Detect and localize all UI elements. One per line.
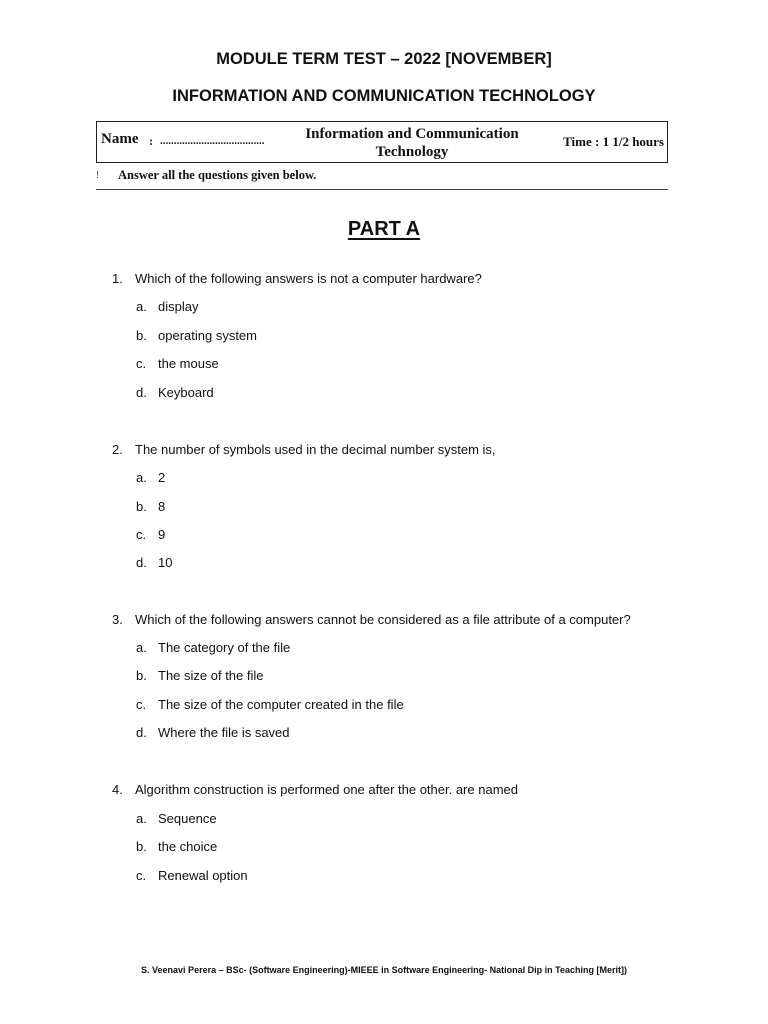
option-letter: c. [136, 356, 147, 371]
option-letter: c. [136, 697, 147, 712]
option-letter: a. [136, 811, 147, 826]
name-blank-field: ...................................... [160, 135, 265, 147]
option-text: Keyboard [158, 385, 214, 400]
part-heading [0, 218, 768, 241]
time-label: Time : 1 1/2 hours [563, 134, 664, 149]
option-text: Renewal option [158, 868, 248, 883]
option-text: The size of the file [158, 668, 264, 683]
question-text: Algorithm construction is performed one after the other. are named [135, 782, 518, 797]
option-text: operating system [158, 328, 257, 343]
option-text: 2 [158, 470, 166, 485]
subject-title: INFORMATION AND COMMUNICATION TECHNOLOGY [172, 87, 596, 105]
divider-line [96, 189, 668, 190]
exam-info-box [96, 121, 668, 163]
instruction-text: Answer all the questions given below. [118, 168, 317, 182]
option-letter: d. [136, 555, 147, 570]
option-text: Sequence [158, 811, 217, 826]
option-text: 8 [158, 499, 166, 514]
option-letter: a. [136, 640, 147, 655]
question-number: 2. [112, 442, 123, 457]
question-text: Which of the following answers cannot be considered as a file attribute of a computer? [135, 612, 631, 627]
option-letter: b. [136, 839, 147, 854]
question-text: Which of the following answers is not a computer hardware? [135, 271, 482, 286]
option-letter: d. [136, 385, 147, 400]
name-colon: : [149, 134, 153, 148]
question-number: 4. [112, 782, 123, 797]
option-text: 10 [158, 555, 173, 570]
option-letter: c. [136, 527, 147, 542]
document-title: MODULE TERM TEST – 2022 [NOVEMBER] [216, 50, 552, 68]
name-label: Name [101, 131, 139, 147]
option-text: display [158, 299, 199, 314]
option-letter: b. [136, 499, 147, 514]
option-letter: c. [136, 868, 147, 883]
option-letter: a. [136, 299, 147, 314]
option-letter: b. [136, 328, 147, 343]
option-text: 9 [158, 527, 166, 542]
part-heading-text: PART A [347, 218, 421, 240]
question-number: 3. [112, 612, 123, 627]
option-text: The category of the file [158, 640, 291, 655]
instruction-marker: ! [96, 170, 99, 180]
option-text: Where the file is saved [158, 725, 290, 740]
page-footer-author: S. Veenavi Perera – BSc- (Software Engineering)-MIEEE in Software Engineering- National Dip in Teaching [Merit]) [141, 965, 627, 975]
option-letter: a. [136, 470, 147, 485]
option-letter: b. [136, 668, 147, 683]
option-text: the mouse [158, 356, 219, 371]
subject-label: Information and Communication Technology [305, 126, 519, 160]
question-text: The number of symbols used in the decimal number system is, [135, 442, 496, 457]
option-text: the choice [158, 839, 218, 854]
option-text: The size of the computer created in the file [158, 697, 404, 712]
option-letter: d. [136, 725, 147, 740]
question-number: 1. [112, 271, 123, 286]
